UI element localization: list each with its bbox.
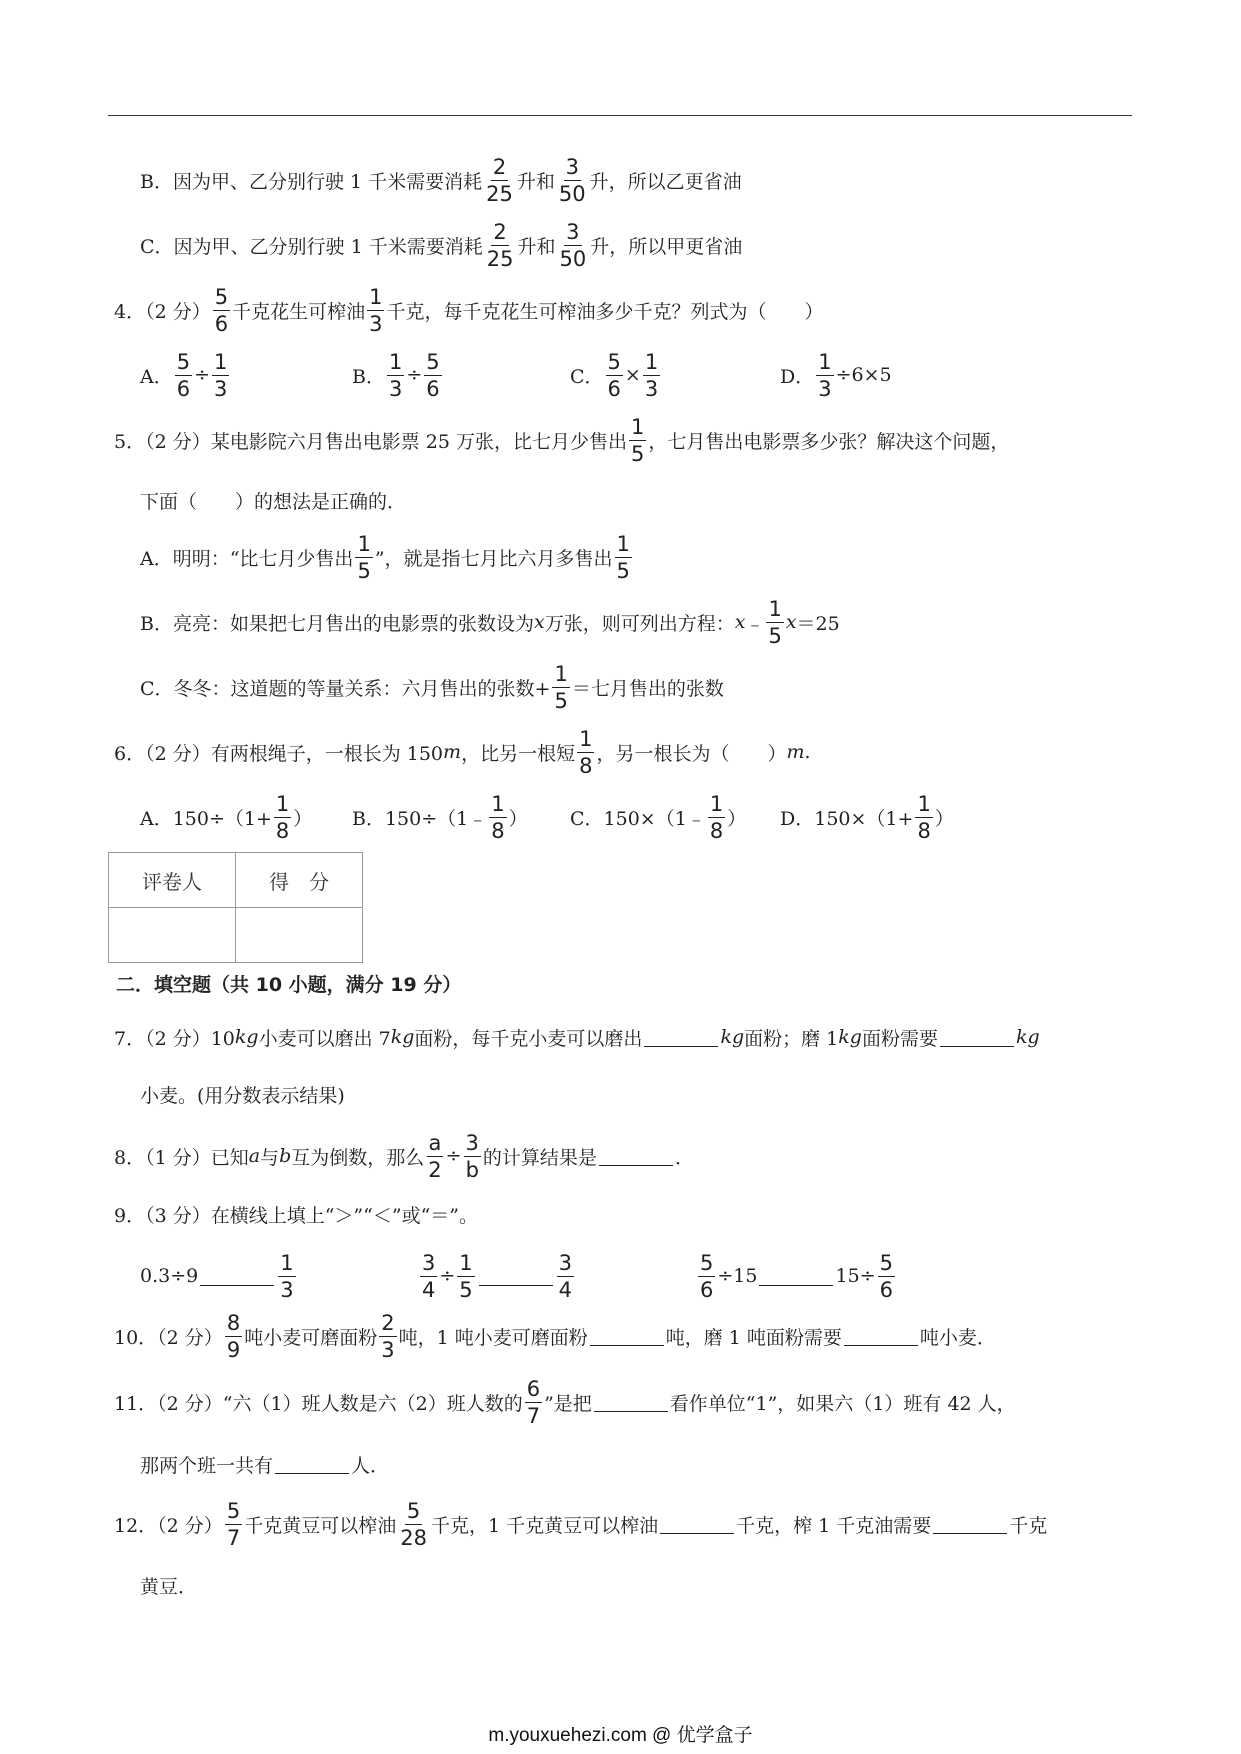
q3-option-c: C．因为甲、乙分别行驶 1 千米需要消耗 $\frac{2}{25}$ 升和 $\frac{3}{50}$ 升，所以甲更省油 — [140, 219, 743, 271]
fraction: $\frac{1}{3}$ — [369, 284, 383, 336]
fraction: $\frac{5}{6}$ — [879, 1250, 893, 1302]
fraction: $\frac{5}{6}$ — [700, 1250, 714, 1302]
q4-option-b: B． $\frac{1}{3}$ ÷ $\frac{5}{6}$ — [352, 349, 440, 401]
grading-table — [108, 852, 363, 963]
q9-item-2: $\frac{3}{4}$ ÷ $\frac{1}{5}$ $\frac{3}{4}$ — [422, 1250, 573, 1302]
q8-line: 8．（1 分）已知 a 与 b 互为倒数，那么 $\frac{a}{2}$ ÷ $\frac{3}{b}$ 的计算结果是 ． — [114, 1130, 694, 1182]
fraction: $\frac{1}{8}$ — [917, 791, 931, 843]
score-cell[interactable] — [236, 908, 363, 963]
q5-option-b: B．亮亮：如果把七月售出的电影票的张数设为 x 万张，则可列出方程： x ﹣ $\frac{1}{5}$ x ＝25 — [140, 596, 840, 648]
q6-option-c: C．150×（1﹣ $\frac{1}{8}$ ） — [570, 791, 747, 843]
fraction: $\frac{5}{6}$ — [214, 284, 229, 336]
q5-option-a: A．明明：“比七月少售出 $\frac{1}{5}$ ”，就是指七月比六月多售出 $\frac{1}{5}$ — [140, 531, 630, 583]
fraction: $\frac{1}{8}$ — [491, 791, 505, 843]
fraction: $\frac{3}{50}$ — [559, 219, 587, 271]
q6-stem: 6．（2 分）有两根绳子，一根长为 150 m ，比另一根短 $\frac{1}{8}$ ，另一根长为（ ） m . — [114, 726, 811, 778]
score-header: 得 分 — [236, 853, 363, 908]
fraction: $\frac{1}{8}$ — [709, 791, 724, 843]
q3-option-b: B．因为甲、乙分别行驶 1 千米需要消耗 $\frac{2}{25}$ 升和 $\frac{3}{50}$ 升，所以乙更省油 — [140, 154, 742, 206]
fraction: $\frac{8}{9}$ — [226, 1310, 241, 1362]
answer-blank[interactable] — [660, 1515, 734, 1534]
q5-option-c: C．冬冬：这道题的等量关系：六月售出的张数+ $\frac{1}{5}$ ＝七月售出的张数 — [140, 661, 724, 713]
fraction: $\frac{1}{5}$ — [768, 596, 782, 648]
q9-item-1: 0.3÷9 $\frac{1}{3}$ — [140, 1250, 294, 1302]
q4-option-d: D． $\frac{1}{3}$ ÷6×5 — [780, 349, 892, 401]
q5-stem-line1: 5．（2 分）某电影院六月售出电影票 25 万张，比七月少售出 $\frac{1}{5}$ ，七月售出电影票多少张？解决这个问题， — [114, 414, 1010, 466]
fraction: $\frac{5}{28}$ — [400, 1498, 427, 1550]
fraction: $\frac{2}{25}$ — [486, 219, 514, 271]
q4-stem: 4．（2 分） $\frac{5}{6}$ 千克花生可榨油 $\frac{1}{3}$ 千克，每千克花生可榨油多少千克？列式为（ ） — [114, 284, 824, 336]
q12-line1: 12．（2 分） $\frac{5}{7}$ 千克黄豆可以榨油 $\frac{5}{28}$ 千克，1 千克黄豆可以榨油 千克，榨 1 千克油需要 千克 — [114, 1498, 1048, 1550]
fraction: $\frac{a}{2}$ — [428, 1130, 442, 1182]
q4-option-c: C． $\frac{5}{6}$ × $\frac{1}{3}$ — [570, 349, 659, 401]
answer-blank[interactable] — [594, 1393, 668, 1412]
q6-option-b: B．150÷（1﹣ $\frac{1}{8}$ ） — [352, 791, 528, 843]
fraction: $\frac{5}{7}$ — [226, 1498, 241, 1550]
fraction: $\frac{1}{5}$ — [630, 414, 645, 466]
fraction: $\frac{3}{b}$ — [465, 1130, 479, 1182]
q4-option-a: A． $\frac{5}{6}$ ÷ $\frac{1}{3}$ — [140, 349, 228, 401]
fraction: $\frac{3}{50}$ — [558, 154, 586, 206]
q6-option-a: A．150÷（1+ $\frac{1}{8}$ ） — [140, 791, 313, 843]
footer-watermark: m.youxuehezi.com @ 优学盒子 — [488, 1725, 753, 1746]
fraction: $\frac{2}{3}$ — [381, 1310, 395, 1362]
answer-blank[interactable] — [940, 1028, 1014, 1047]
fraction: $\frac{6}{7}$ — [526, 1376, 541, 1428]
q10-line: 10．（2 分） $\frac{8}{9}$ 吨小麦可磨面粉 $\frac{2}{3}$ 吨，1 吨小麦可磨面粉 吨，磨 1 吨面粉需要 吨小麦． — [114, 1310, 996, 1362]
fraction: $\frac{1}{5}$ — [357, 531, 371, 583]
q7-line1: 7．（2 分）10 kg 小麦可以磨出 7 kg 面粉，每千克小麦可以磨出 kg 面粉；磨 1 kg 面粉需要 kg — [114, 1026, 1040, 1050]
fraction: $\frac{1}{5}$ — [616, 531, 630, 583]
fraction: $\frac{5}{6}$ — [176, 349, 191, 401]
fraction: $\frac{1}{8}$ — [275, 791, 290, 843]
reviewer-header: 评卷人 — [109, 853, 236, 908]
answer-blank[interactable] — [844, 1327, 918, 1346]
fraction: $\frac{2}{25}$ — [486, 154, 513, 206]
fraction: $\frac{1}{5}$ — [554, 661, 568, 713]
fraction: $\frac{1}{3}$ — [818, 349, 832, 401]
fraction: $\frac{1}{5}$ — [459, 1250, 473, 1302]
q11-line2: 那两个班一共有 人． — [140, 1454, 390, 1477]
q9-item-3: $\frac{5}{6}$ ÷15 15÷ $\frac{5}{6}$ — [700, 1250, 893, 1302]
q12-line2: 黄豆． — [140, 1575, 198, 1598]
fraction: $\frac{5}{6}$ — [607, 349, 621, 401]
fraction: $\frac{1}{3}$ — [280, 1250, 294, 1302]
answer-blank[interactable] — [200, 1267, 274, 1286]
section-heading: 二．填空题（共 10 小题，满分 19 分） — [116, 974, 462, 996]
q7-line2: 小麦。(用分数表示结果) — [140, 1084, 345, 1107]
header-rule — [108, 115, 1132, 116]
q11-line1: 11．（2 分）“六（1）班人数是六（2）班人数的 $\frac{6}{7}$ ”是把 看作单位“1”，如果六（1）班有 42 人， — [114, 1376, 1016, 1428]
answer-blank[interactable] — [644, 1028, 718, 1047]
answer-blank[interactable] — [933, 1515, 1007, 1534]
fraction: $\frac{1}{3}$ — [214, 349, 228, 401]
fraction: $\frac{1}{8}$ — [579, 726, 593, 778]
answer-blank[interactable] — [599, 1147, 673, 1166]
fraction: $\frac{3}{4}$ — [422, 1250, 436, 1302]
answer-blank[interactable] — [479, 1267, 553, 1286]
q9-stem: 9．（3 分）在横线上填上“＞”“＜”或“＝”。 — [114, 1204, 478, 1227]
fraction: $\frac{1}{3}$ — [388, 349, 403, 401]
answer-blank[interactable] — [275, 1455, 349, 1474]
fraction: $\frac{5}{6}$ — [426, 349, 440, 401]
answer-blank[interactable] — [759, 1267, 833, 1286]
q5-stem-line2: 下面（ ）的想法是正确的． — [140, 490, 407, 513]
fraction: $\frac{3}{4}$ — [558, 1250, 573, 1302]
answer-blank[interactable] — [590, 1327, 664, 1346]
fraction: $\frac{1}{3}$ — [644, 349, 659, 401]
reviewer-cell[interactable] — [109, 908, 236, 963]
q6-option-d: D．150×（1+ $\frac{1}{8}$ ） — [780, 791, 954, 843]
